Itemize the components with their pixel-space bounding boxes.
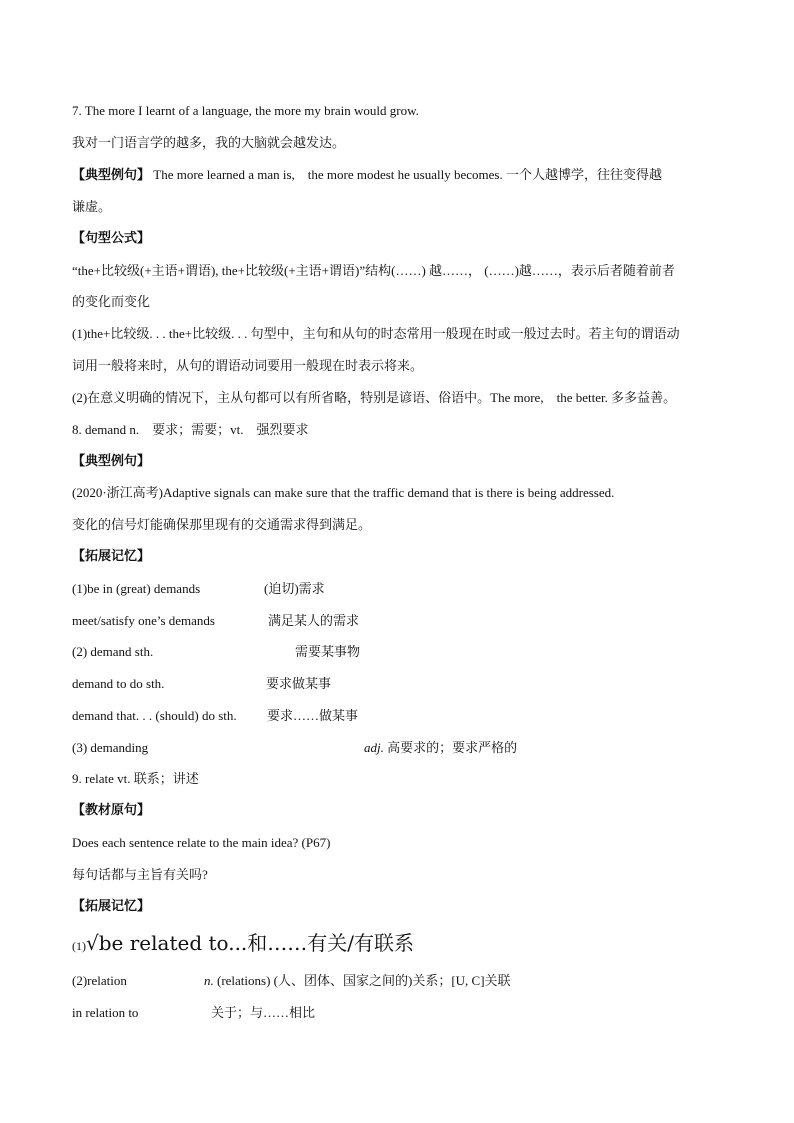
formula-tag: 【句型公式】 xyxy=(72,231,151,246)
example-sentence-1-cont: 谦虚。 xyxy=(72,199,112,214)
demand-phrase-1-cn: (迫切)需求 xyxy=(264,581,325,596)
rule-1-line-a: (1)the+比较级. . . the+比较级. . . 句型中，主句和从句的时态常用一般现在时或一般过去时。若主句的谓语动 xyxy=(72,326,680,341)
item-8: 8. demand n. 要求；需要；vt. 强烈要求 xyxy=(72,422,309,437)
example-text: The more learned a man is, the more modest he usually becomes. 一个人越博学，往往变得越 xyxy=(150,167,662,182)
example-sentence-1 xyxy=(72,166,662,185)
meaning: 高要求的；要求严格的 xyxy=(383,740,518,755)
memory-tag-1: 【拓展记忆】 xyxy=(72,549,151,564)
formula-line-2: 的变化而变化 xyxy=(72,294,151,309)
demand-phrase-4: demand to do sth. xyxy=(72,676,165,691)
demand-phrase-2: meet/satisfy one’s demands xyxy=(72,613,215,628)
meaning: (relations) (人、团体、国家之间的)关系；[U, C]关联 xyxy=(213,973,511,988)
item-7-english: 7. The more I learnt of a language, the more my brain would grow. xyxy=(72,103,419,118)
example-tag-2: 【典型例句】 xyxy=(72,454,151,469)
relate-phrase-2: (2)relation xyxy=(72,973,127,988)
demand-phrase-5-cn: 要求……做某事 xyxy=(267,708,359,723)
section-tag: 【典型例句】 xyxy=(72,168,151,183)
demand-phrase-1 xyxy=(72,580,200,598)
textbook-english: Does each sentence relate to the main idea? (P67) xyxy=(72,835,331,850)
example-2-chinese: 变化的信号灯能确保那里现有的交通需求得到满足。 xyxy=(72,517,372,532)
phrase-english: (1)be in (great) demands xyxy=(72,581,201,596)
item-9: 9. relate vt. 联系；讲述 xyxy=(72,771,199,786)
relate-phrase-2-cn xyxy=(204,972,511,990)
formula-line-1: “the+比较级(+主语+谓语), the+比较级(+主语+谓语)”结构(……) 越……， (……)越……，表示后者随着前者 xyxy=(72,263,675,278)
part-of-speech: adj. xyxy=(364,740,384,755)
relate-phrase-1 xyxy=(72,930,414,956)
relate-phrase-3: in relation to xyxy=(72,1005,139,1020)
demand-phrase-6: (3) demanding xyxy=(72,740,149,755)
demand-phrase-2-cn: 满足某人的需求 xyxy=(268,613,360,628)
textbook-tag: 【教材原句】 xyxy=(72,803,151,818)
rule-2: (2)在意义明确的情况下，主从句都可以有所省略，特别是谚语、俗语中。The more, the better. 多多益善。 xyxy=(72,390,677,405)
textbook-chinese: 每句话都与主旨有关吗? xyxy=(72,867,208,882)
phrase-number: (1) xyxy=(72,939,86,953)
demand-phrase-6-cn xyxy=(364,739,517,757)
memory-tag-2: 【拓展记忆】 xyxy=(72,899,151,914)
demand-phrase-5: demand that. . . (should) do sth. xyxy=(72,708,237,723)
example-2-english: (2020·浙江高考)Adaptive signals can make sure that the traffic demand that is there is being addressed. xyxy=(72,485,615,500)
rule-1-line-b: 词用一般将来时，从句的谓语动词要用一般现在时表示将来。 xyxy=(72,358,424,373)
demand-phrase-3: (2) demand sth. xyxy=(72,644,154,659)
phrase-large: √be related to...和……有关/有联系 xyxy=(86,931,415,955)
part-of-speech: n. xyxy=(204,973,214,988)
item-7-chinese: 我对一门语言学的越多，我的大脑就会越发达。 xyxy=(72,135,346,150)
demand-phrase-4-cn: 要求做某事 xyxy=(266,676,332,691)
relate-phrase-3-cn: 关于；与……相比 xyxy=(211,1005,316,1020)
demand-phrase-3-cn: 需要某事物 xyxy=(295,644,361,659)
